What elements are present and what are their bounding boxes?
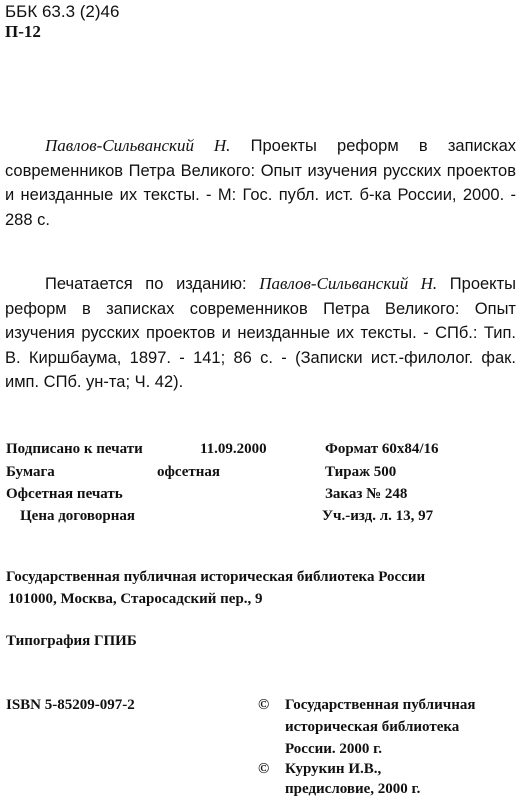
reprint-text: Проекты реформ в записках современников Петра Великого: Опыт изучения русских проектов и неизданные их тексты. - СПб.: Тип. В. Киршбаума, 1897. - 141; 86 с. - (Записки ист.-филолог. фак. имп. СПб. ун-та; Ч. 42). [5, 275, 516, 391]
publisher-name: Государственная публичная историческая библиотека России [6, 569, 426, 585]
citation-author: Павлов-Сильванский Н. [45, 136, 231, 155]
signed-label: Подписано к печати [6, 441, 143, 457]
author-sign: П-12 [5, 22, 41, 41]
print-method: Офсетная печать [6, 486, 123, 502]
bbk-code: ББК 63.3 (2)46 [5, 2, 120, 21]
price: Цена договорная [20, 508, 135, 524]
bibliographic-citation [5, 134, 516, 232]
paper-label: Бумага [6, 464, 55, 480]
printer-name: Типография ГПИБ [6, 633, 137, 649]
order-number: Заказ № 248 [325, 486, 408, 502]
copyright-holder-1-line-3: России. 2000 г. [285, 741, 383, 757]
publisher-sheets: Уч.-изд. л. 13, 97 [322, 508, 434, 524]
citation-text: Проекты реформ в записках современников Петра Великого: Опыт изучения русских проектов и неизданные их тексты. - М: Гос. публ. ист. б-ка России, 2000. - 288 с. [5, 137, 516, 229]
reprint-lead: Печатается по изданию: [45, 275, 260, 293]
copyright-symbol-2: © [258, 761, 270, 777]
isbn: ISBN 5-85209-097-2 [6, 697, 135, 713]
reprint-note [5, 272, 516, 395]
copyright-holder-2-line-1: Курукин И.В., [285, 761, 382, 777]
reprint-author: Павлов-Сильванский Н. [259, 274, 438, 293]
paper-value: офсетная [157, 464, 221, 480]
copyright-symbol-1: © [258, 697, 270, 713]
signed-date: 11.09.2000 [200, 441, 267, 457]
publisher-address: 101000, Москва, Старосадский пер., 9 [8, 591, 263, 607]
copyright-holder-2-line-2: предисловие, 2000 г. [285, 781, 421, 797]
format: Формат 60x84/16 [325, 441, 439, 457]
print-run: Тираж 500 [325, 464, 397, 480]
copyright-holder-1-line-2: историческая библиотека [285, 719, 460, 735]
copyright-holder-1-line-1: Государственная публичная [285, 697, 476, 713]
